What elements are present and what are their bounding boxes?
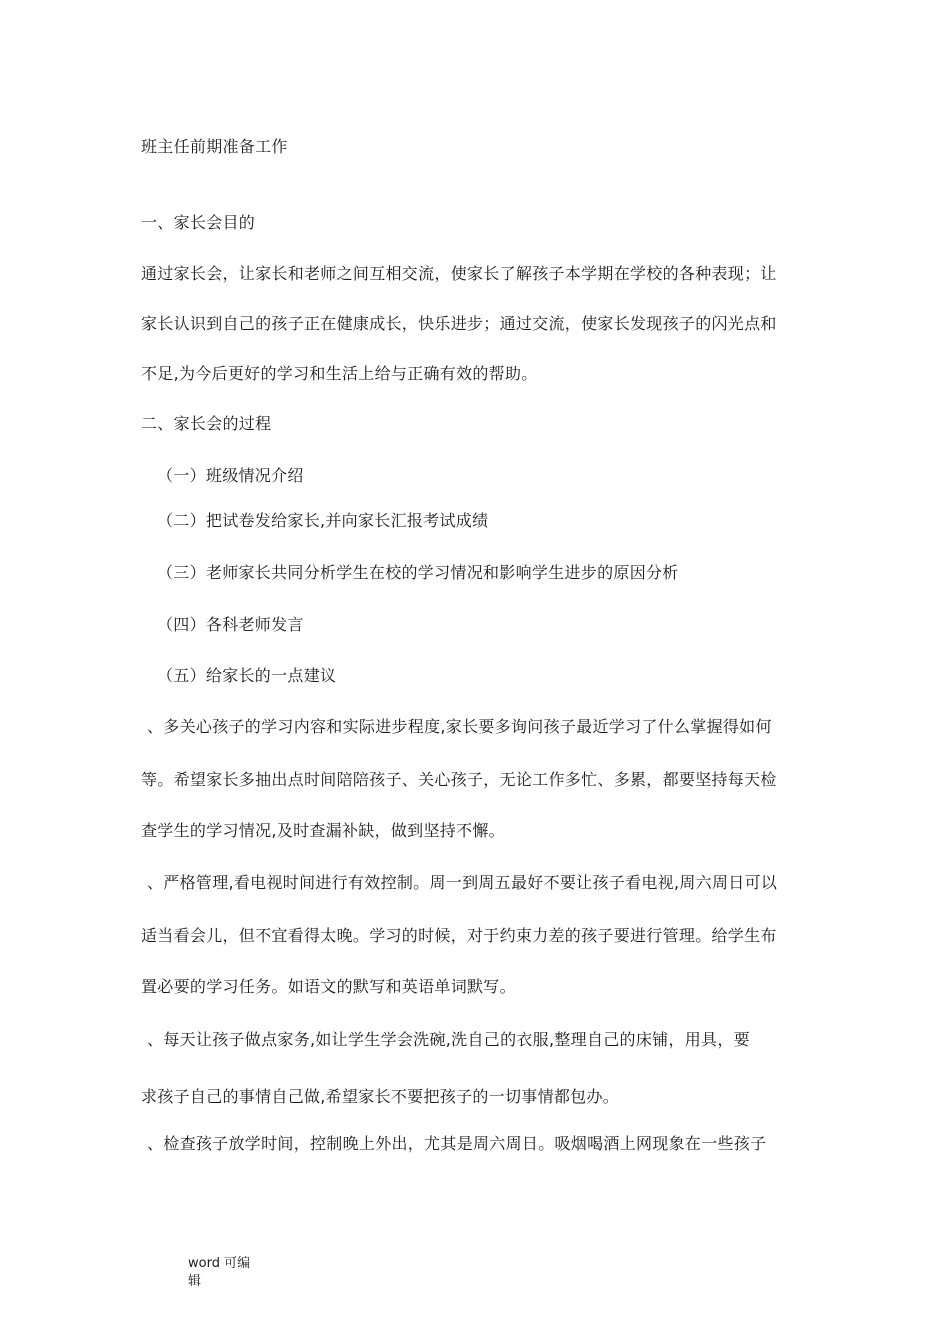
suggestion-line: 查学生的学习情况,及时查漏补缺，做到坚持不懈。	[141, 821, 505, 840]
paragraph-line: 通过家长会，让家长和老师之间互相交流，使家长了解孩子本学期在学校的各种表现；让	[141, 264, 777, 283]
document-title: 班主任前期准备工作	[141, 137, 288, 156]
suggestion-line: 、严格管理,看电视时间进行有效控制。周一到周五最好不要让孩子看电视,周六周日可以	[147, 873, 778, 892]
suggestion-line: 求孩子自己的事情自己做,希望家长不要把孩子的一切事情都包办。	[141, 1087, 620, 1106]
paragraph-line: 不足,为今后更好的学习和生活上给与正确有效的帮助。	[141, 364, 538, 383]
footer-line: 辑	[188, 1274, 202, 1289]
footer-watermark	[188, 1255, 258, 1291]
paragraph-line: 家长认识到自己的孩子正在健康成长，快乐进步；通过交流，使家长发现孩子的闪光点和	[141, 314, 777, 333]
process-step: （二）把试卷发给家长,并向家长汇报考试成绩	[157, 511, 489, 530]
process-step: （五）给家长的一点建议	[157, 666, 337, 685]
suggestion-line: 置必要的学习任务。如语文的默写和英语单词默写。	[141, 977, 516, 996]
footer-line: word 可编	[188, 1256, 251, 1271]
process-step: （四）各科老师发言	[157, 615, 304, 634]
suggestion-line: 、多关心孩子的学习内容和实际进步程度,家长要多询问孩子最近学习了什么掌握得如何	[147, 717, 772, 736]
suggestion-line: 等。希望家长多抽出点时间陪陪孩子、关心孩子，无论工作多忙、多累，都要坚持每天检	[141, 770, 777, 789]
process-step: （三）老师家长共同分析学生在校的学习情况和影响学生进步的原因分析	[157, 563, 679, 582]
process-step: （一）班级情况介绍	[157, 466, 304, 485]
section-heading-process: 二、家长会的过程	[141, 414, 272, 433]
section-heading-purpose: 一、家长会目的	[141, 213, 256, 232]
suggestion-line: 、每天让孩子做点家务,如让学生学会洗碗,洗自己的衣服,整理自己的床铺，用具，要	[147, 1030, 750, 1049]
suggestion-line: 、检查孩子放学时间，控制晚上外出，尤其是周六周日。吸烟喝酒上网现象在一些孩子	[147, 1134, 767, 1153]
suggestion-line: 适当看会儿，但不宜看得太晚。学习的时候，对于约束力差的孩子要进行管理。给学生布	[141, 926, 777, 945]
